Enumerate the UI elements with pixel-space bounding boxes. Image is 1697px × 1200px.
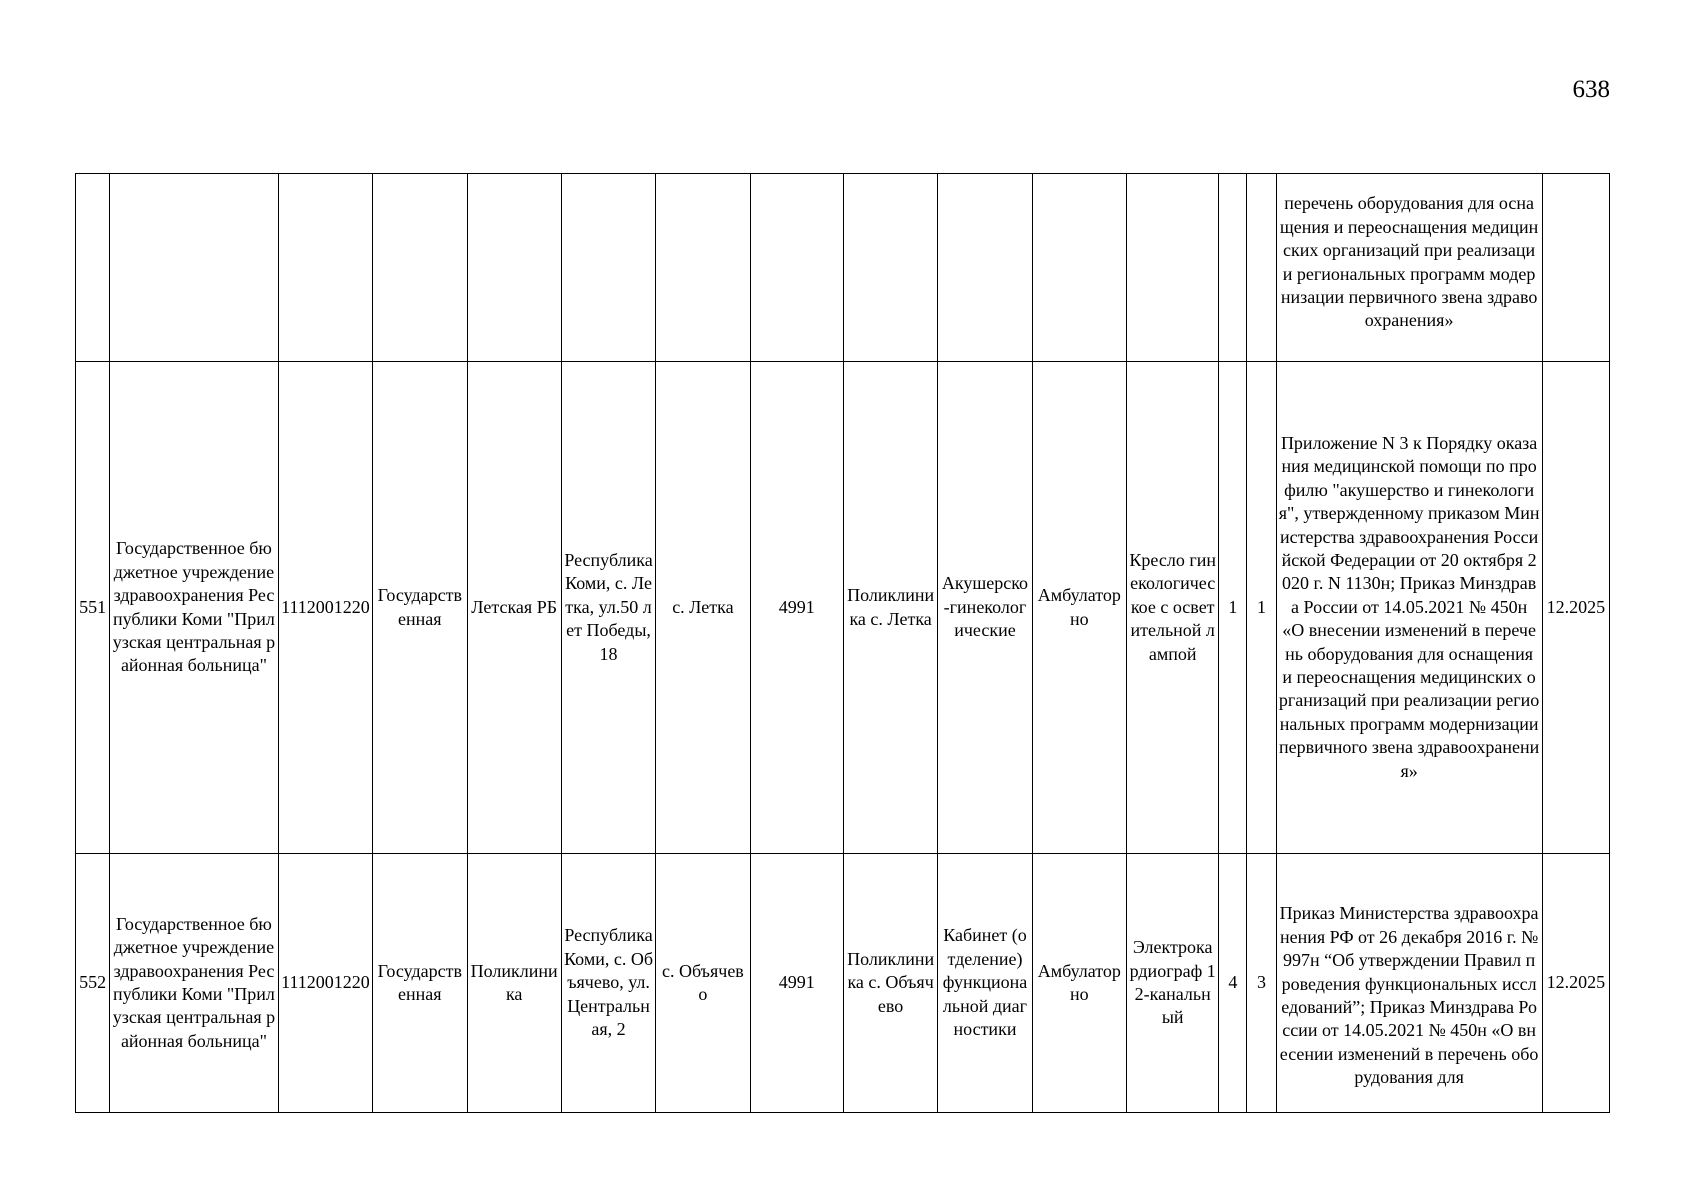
regulatory-document — [1276, 854, 1542, 1113]
settlement — [656, 174, 750, 362]
organization-name: Государственное бюджетное учреждение здравоохранения Республики Коми "Прилузская центральная районная больница" — [110, 362, 279, 854]
address: Республика Коми, с. Объячево, ул.Центральная, 2 — [561, 854, 655, 1113]
department: Акушерско-гинекологические — [938, 362, 1032, 854]
ownership-form: Государственная — [373, 854, 467, 1113]
short-name: Летская РБ — [467, 362, 561, 854]
inn-code — [278, 174, 372, 362]
quantity-a: 1 — [1219, 362, 1247, 854]
short-name — [467, 174, 561, 362]
care-type — [1032, 174, 1126, 362]
table-row — [76, 854, 1610, 1113]
department: Кабинет (отделение) функциональной диагностики — [938, 854, 1032, 1113]
deadline — [1542, 174, 1609, 362]
code — [750, 174, 843, 362]
quantity-a — [1219, 174, 1247, 362]
regulatory-document — [1276, 174, 1542, 362]
care-type: Амбулаторно — [1032, 362, 1126, 854]
regulatory-document: Приложение N 3 к Порядку оказания медицинской помощи по профилю "акушерство и гинекология", утвержденному приказом Министерства здравоохранения Российской Федерации от 20 октября 2020 г. N 1130н; Приказ Минздрава России от 14.05.2021 № 450н «О внесении изменений в перечень оборудования для оснащения и переоснащения медицинских организаций при реализации региональных программ модернизации первичного звена здравоохранения» — [1276, 362, 1542, 854]
equipment — [1127, 174, 1219, 362]
table-row — [76, 174, 1610, 362]
department — [938, 174, 1032, 362]
equipment: Кресло гинекологическое с осветительной лампой — [1127, 362, 1219, 854]
organization-name: Государственное бюджетное учреждение здравоохранения Республики Коми "Прилузская центральная районная больница" — [110, 854, 279, 1113]
deadline: 12.2025 — [1542, 854, 1609, 1113]
care-type: Амбулаторно — [1032, 854, 1126, 1113]
code: 4991 — [750, 854, 843, 1113]
ownership-form: Государственная — [373, 362, 467, 854]
row-number — [76, 174, 110, 362]
quantity-b — [1247, 174, 1276, 362]
short-name: Поликлиника — [467, 854, 561, 1113]
regulatory-document-text: Приказ Министерства здравоохранения РФ от 26 декабря 2016 г. № 997н “Об утверждении Правил проведения функциональных исследований”; Приказ Минздрава России от 14.05.2021 № 450н «О внесении изменений в перечень оборудования для — [1279, 903, 1539, 1088]
organization-name — [110, 174, 279, 362]
code: 4991 — [750, 362, 843, 854]
regulatory-document-text: перечень оборудования для оснащения и переоснащения медицинских организаций при реализации региональных программ модернизации первичного звена здравоохранения» — [1279, 193, 1539, 331]
division: Поликлиника с. Объячево — [843, 854, 937, 1113]
address: Республика Коми, с. Летка, ул.50 лет Победы, 18 — [561, 362, 655, 854]
page-number: 638 — [1572, 76, 1610, 103]
equipment: Электрокардиограф 12-канальный — [1127, 854, 1219, 1113]
settlement: с. Летка — [656, 362, 750, 854]
table-row — [76, 362, 1610, 854]
quantity-b: 1 — [1247, 362, 1276, 854]
ownership-form — [373, 174, 467, 362]
row-number: 551 — [76, 362, 110, 854]
settlement: с. Объячево — [656, 854, 750, 1113]
quantity-b: 3 — [1247, 854, 1276, 1113]
inn-code: 1112001220 — [278, 854, 372, 1113]
division: Поликлиника с. Летка — [843, 362, 937, 854]
inn-code: 1112001220 — [278, 362, 372, 854]
row-number: 552 — [76, 854, 110, 1113]
deadline: 12.2025 — [1542, 362, 1609, 854]
equipment-table — [75, 173, 1610, 1113]
quantity-a: 4 — [1219, 854, 1247, 1113]
address — [561, 174, 655, 362]
division — [843, 174, 937, 362]
